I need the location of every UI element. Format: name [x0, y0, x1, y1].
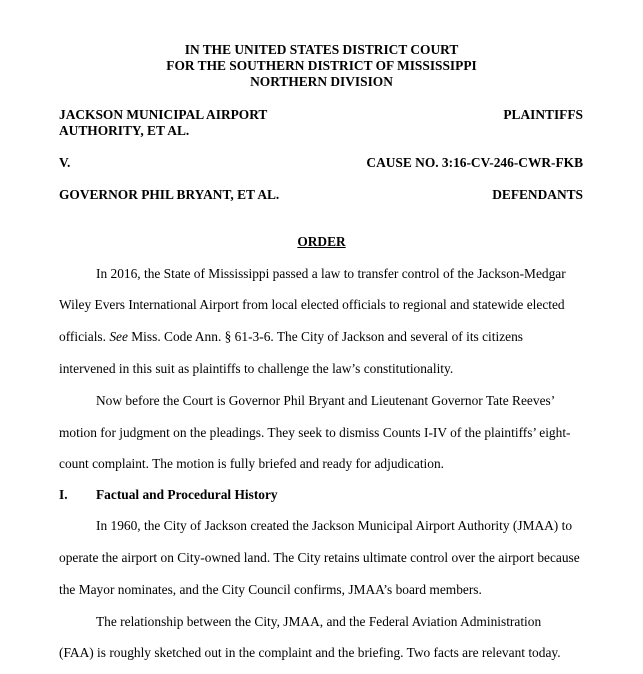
- paragraph-3-line-2: operate the airport on City-owned land. The City retains ultimate control over the airport because: [59, 550, 580, 565]
- section-number: I.: [59, 487, 68, 502]
- defendant-name: GOVERNOR PHIL BRYANT, ET AL.: [59, 187, 280, 202]
- plaintiffs-label: PLAINTIFFS: [503, 107, 583, 122]
- paragraph-2-line-3: count complaint. The motion is fully briefed and ready for adjudication.: [59, 456, 445, 471]
- text-segment: Miss. Code Ann. § 61-3-6. The City of Jackson and several of its citizens: [127, 329, 524, 344]
- paragraph-4-line-2: (FAA) is roughly sketched out in the complaint and the briefing. Two facts are relevant today.: [59, 645, 561, 660]
- cause-number: CAUSE NO. 3:16-CV-246-CWR-FKB: [366, 155, 583, 170]
- section-title: Factual and Procedural History: [96, 487, 278, 502]
- paragraph-1-line-3: [59, 329, 523, 345]
- order-title: ORDER: [297, 234, 346, 249]
- paragraph-3-line-1: In 1960, the City of Jackson created the Jackson Municipal Airport Authority (JMAA) to: [96, 518, 573, 533]
- paragraph-2-line-2: motion for judgment on the pleadings. They seek to dismiss Counts I-IV of the plaintiffs’ eight-: [59, 425, 571, 440]
- court-name-line-1: IN THE UNITED STATES DISTRICT COURT: [184, 42, 459, 57]
- defendants-label: DEFENDANTS: [492, 187, 583, 202]
- court-division: NORTHERN DIVISION: [250, 74, 393, 89]
- paragraph-4-line-1: The relationship between the City, JMAA, and the Federal Aviation Administration: [96, 614, 542, 629]
- text-segment: officials.: [59, 329, 110, 344]
- paragraph-2-line-1: Now before the Court is Governor Phil Bryant and Lieutenant Governor Tate Reeves’: [96, 393, 556, 408]
- plaintiff-name-line-1: JACKSON MUNICIPAL AIRPORT: [59, 107, 268, 122]
- plaintiff-name-line-2: AUTHORITY, ET AL.: [59, 123, 190, 138]
- paragraph-1-line-1: In 2016, the State of Mississippi passed a law to transfer control of the Jackson-Medgar: [96, 266, 566, 281]
- paragraph-3-line-3: the Mayor nominates, and the City Council confirms, JMAA’s board members.: [59, 582, 482, 597]
- versus-label: V.: [59, 155, 71, 170]
- section-heading: [59, 487, 278, 503]
- paragraph-1-line-2: Wiley Evers International Airport from local elected officials to regional and statewide elected: [59, 297, 565, 312]
- paragraph-1-line-4: intervened in this suit as plaintiffs to challenge the law’s constitutionality.: [59, 361, 454, 376]
- citation-signal: See: [109, 329, 128, 344]
- court-name-line-2: FOR THE SOUTHERN DISTRICT OF MISSISSIPPI: [166, 58, 477, 73]
